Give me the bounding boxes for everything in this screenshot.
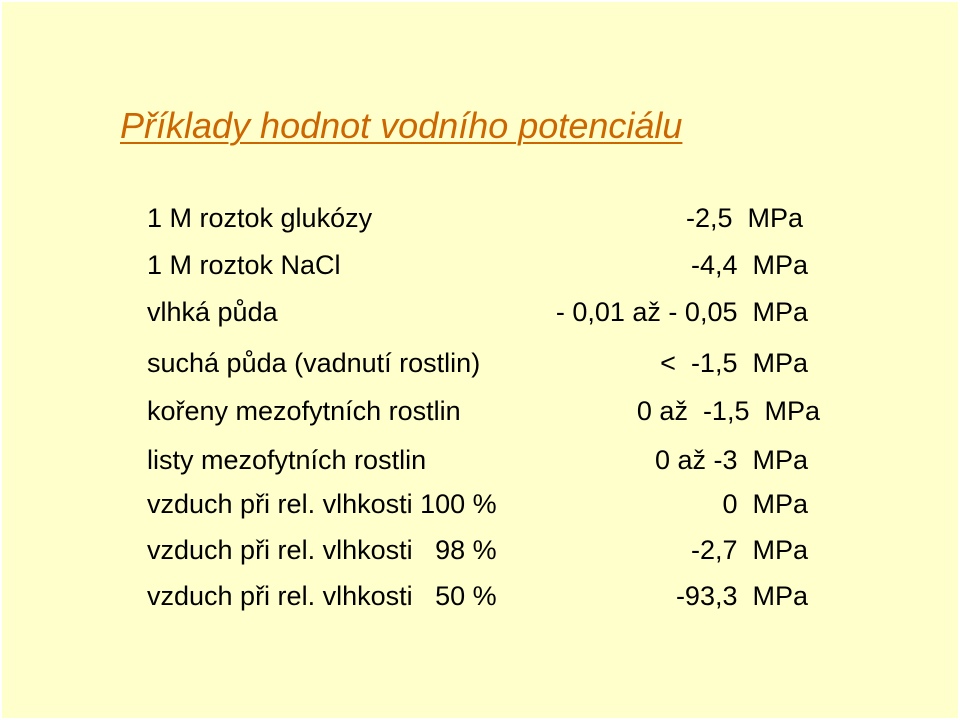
row-value: 0 až -3 MPa [654,445,808,475]
table-row [2,440,958,480]
row-label: 1 M roztok NaCl [147,250,341,280]
row-value: -93,3 MPa [675,581,808,611]
table-row [2,484,958,524]
row-value: -2,7 MPa [690,535,808,565]
table-row [2,576,958,616]
row-label: suchá půda (vadnutí rostlin) [147,348,481,378]
row-label: listy mezofytních rostlin [147,445,427,475]
row-value: 0 až -1,5 MPa [636,396,820,426]
slide-title: Příklady hodnot vodního potenciálu [120,105,683,146]
row-value: - 0,01 až - 0,05 MPa [555,297,808,327]
row-label: vzduch při rel. vlhkosti 100 % [147,489,497,519]
row-label: vlhká půda [147,297,278,327]
table-row [2,198,958,238]
row-value: < -1,5 MPa [660,348,808,378]
table-row [2,391,958,431]
row-label: vzduch při rel. vlhkosti 50 % [147,581,497,611]
slide [2,2,958,718]
table-row [2,343,958,383]
table-row [2,530,958,570]
row-label: kořeny mezofytních rostlin [147,396,461,426]
row-label: vzduch při rel. vlhkosti 98 % [147,535,497,565]
row-value: -4,4 MPa [690,250,808,280]
table-row [2,245,958,285]
table-row [2,292,958,332]
row-value: 0 MPa [722,489,808,519]
row-label: 1 M roztok glukózy [147,203,373,233]
row-value: -2,5 MPa [685,203,803,233]
